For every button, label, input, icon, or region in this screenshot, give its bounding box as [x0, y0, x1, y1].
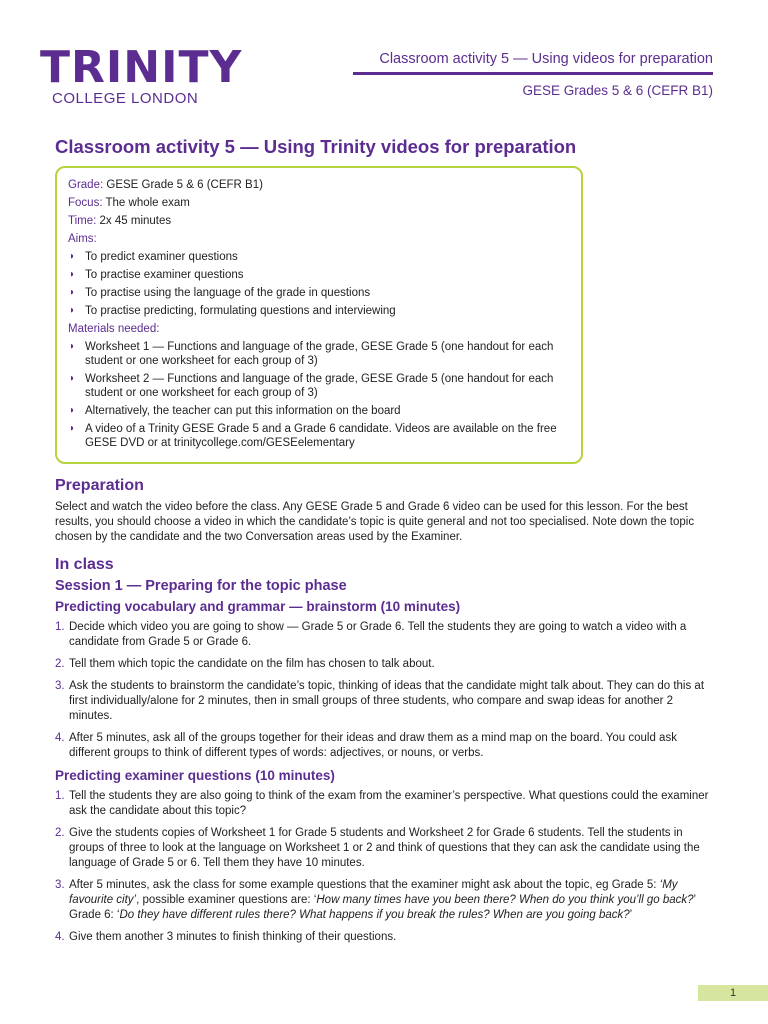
list-item: ◗ To practise using the language of the grade in questions [69, 287, 371, 299]
list-item: 1. Decide which video you are going to show — Grade 5 or Grade 6. Tell the students they are going to watch a video with a candidate from Grade 5 or Grade 6. [55, 621, 687, 648]
header-subtitle: GESE Grades 5 & 6 (CEFR B1) [522, 83, 713, 98]
list-item: ◗ To predict examiner questions [69, 251, 238, 263]
page-number: 1 [698, 985, 768, 1001]
brainstorm-subheading: Predicting vocabulary and grammar — brainstorm (10 minutes) [55, 599, 461, 614]
bullet-icon: ◗ [69, 341, 76, 352]
trinity-logo [40, 42, 243, 107]
list-item: 2. Give the students copies of Worksheet 1 for Grade 5 students and Worksheet 2 for Grade 6 students. Tell the students in groups of three to look at the language on Worksheet 1 or 2 and think of questions that they can ask the candidate using the language of Grade 5 or 6. Tell them they have 10 minutes. [55, 827, 700, 869]
activity-info-box [55, 166, 583, 464]
bullet-icon: ◗ [69, 373, 76, 384]
bullet-icon: ◗ [69, 269, 76, 280]
logo-subtitle: COLLEGE LONDON [52, 90, 199, 107]
materials-list [68, 340, 571, 450]
list-item: 3. Ask the students to brainstorm the candidate’s topic, thinking of ideas that the candidate might talk about. They can do this at first individually/alone for 2 minutes, then in small groups of three students, who compare and swap ideas for another 2 minutes. [55, 680, 705, 722]
list-item: 3. After 5 minutes, ask the class for some example questions that the examiner might ask about the topic, eg Grade 5: ‘My favourite city’, possible examiner questions are: ‘How many times have you been there? When do you think you’ll go back?’ Grade 6: ‘Do they have different rules there? What happens if you break the rules? When are you going back?’ [55, 879, 696, 921]
in-class-heading: In class [55, 556, 114, 573]
bullet-icon: ◗ [69, 305, 76, 316]
time-value: 2x 45 minutes [99, 215, 172, 227]
bullet-icon: ◗ [69, 287, 76, 298]
bullet-icon: ◗ [69, 251, 76, 262]
list-item: 4. Give them another 3 minutes to finish thinking of their questions. [55, 931, 397, 943]
list-item: ◗ Worksheet 1 — Functions and language of the grade, GESE Grade 5 (one handout for each student or one worksheet for each group of 3) [69, 341, 554, 367]
grade-row [68, 178, 571, 192]
examiner-questions-steps [55, 789, 713, 945]
aims-list [68, 250, 571, 318]
examiner-questions-subheading: Predicting examiner questions (10 minutes) [55, 768, 335, 783]
duration: (10 minutes) [380, 599, 461, 614]
bullet-icon: ◗ [69, 405, 76, 416]
duration: (10 minutes) [255, 768, 335, 783]
list-item: ◗ Alternatively, the teacher can put this information on the board [69, 405, 401, 417]
grade-value: GESE Grade 5 & 6 (CEFR B1) [106, 179, 263, 191]
materials-label: Materials needed: [68, 323, 160, 335]
focus-value: The whole exam [105, 197, 190, 209]
list-item: ◗ To practise examiner questions [69, 269, 244, 281]
list-item: ◗ Worksheet 2 — Functions and language of the grade, GESE Grade 5 (one handout for each student or one worksheet for each group of 3) [69, 373, 554, 399]
page-title: Classroom activity 5 — Using Trinity videos for preparation [55, 136, 577, 157]
focus-row [68, 196, 571, 210]
running-header [353, 50, 713, 98]
list-item: 2. Tell them which topic the candidate on the film has chosen to talk about. [55, 658, 435, 670]
grade-label: Grade: [68, 179, 104, 191]
list-item: 1. Tell the students they are also going to think of the exam from the examiner’s perspective. What questions could the examiner ask the candidate about this topic? [55, 790, 709, 817]
main-content [55, 478, 713, 952]
aims-label: Aims: [68, 233, 97, 245]
bullet-icon: ◗ [69, 423, 76, 434]
focus-label: Focus: [68, 197, 103, 209]
list-item: 4. After 5 minutes, ask all of the groups together for their ideas and draw them as a mind map on the board. You could ask different groups to think of different types of words: adjectives, or nouns, or verbs. [55, 732, 677, 759]
logo-wordmark: TRINITY [40, 42, 243, 93]
session-1-heading: Session 1 — Preparing for the topic phase [55, 578, 347, 594]
preparation-text: Select and watch the video before the class. Any GESE Grade 5 and Grade 6 video can be used for this lesson. For the best results, you should choose a video in which the candidate’s topic is quite general and not too specialised. Note down the topic chosen by the candidate and the two Conversation areas used by the Examiner. [55, 501, 695, 543]
list-item: ◗ A video of a Trinity GESE Grade 5 and a Grade 6 candidate. Videos are available on the free GESE DVD or at trinitycollege.com/GESEelementary [69, 423, 557, 449]
brainstorm-steps [55, 620, 713, 761]
preparation-heading: Preparation [55, 477, 144, 494]
time-label: Time: [68, 215, 97, 227]
list-item: ◗ To practise predicting, formulating questions and interviewing [69, 305, 396, 317]
header-title: Classroom activity 5 — Using videos for preparation [353, 50, 713, 75]
time-row [68, 214, 571, 228]
